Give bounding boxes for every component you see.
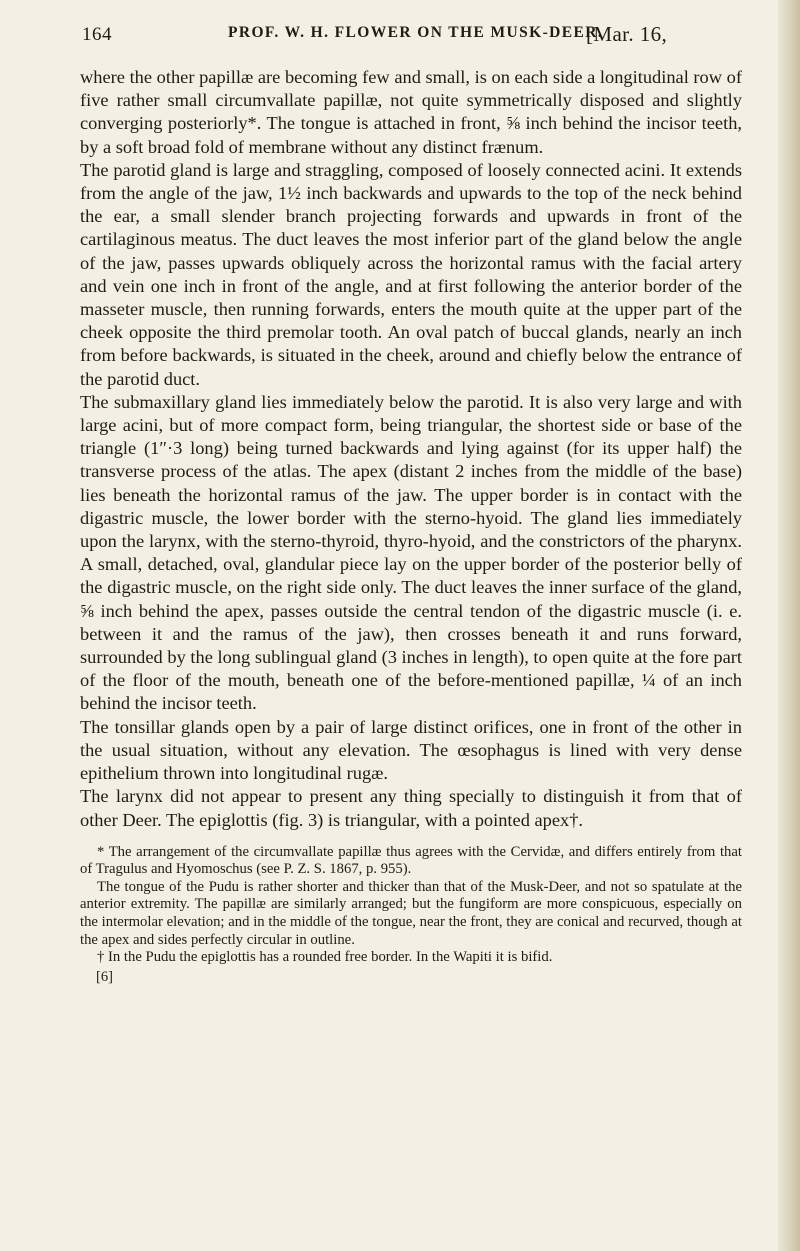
book-page: [80, 0, 742, 986]
running-title: PROF. W. H. FLOWER ON THE MUSK-DEER.: [228, 24, 604, 41]
paragraph-submaxillary: The submaxillary gland lies immediately below the parotid. It is also very large and with large acini, but of more compact form, being triangular, the shortest side or base of the triangle (1″·3 long) being turned backwards and lying against (for its upper half) the transverse process of the atlas. The apex (distant 2 inches from the middle of the base) lies beneath the horizontal ramus of the jaw. The upper border is in contact with the digastric muscle, the lower border with the sterno-hyoid. The gland lies immediately upon the larynx, with the sterno-thyroid, thyro-hyoid, and the constrictors of the pharynx. A small, detached, oval, glandular piece lay on the upper border of the posterior belly of the digastric muscle, on the right side only. The duct leaves the inner surface of the gland, ⅝ inch behind the apex, passes outside the central tendon of the digastric muscle (i. e. between it and the ramus of the jaw), then crosses beneath it and runs forward, surrounded by the long sublingual gland (3 inches in length), to open quite at the fore part of the floor of the mouth, beneath one of the before-mentioned papillæ, ¼ of an inch behind the incisor teeth.: [80, 391, 742, 714]
paragraph-tongue: where the other papillæ are becoming few and small, is on each side a longitudinal row of five rather small circumvallate papillæ, not quite symmetrically disposed and slightly converging posteriorly*. The tongue is attached in front, ⅝ inch behind the incisor teeth, by a soft broad fold of membrane without any distinct frænum.: [80, 67, 742, 157]
page-number: 164: [82, 24, 112, 45]
paragraph-tonsillar: The tonsillar glands open by a pair of large distinct orifices, one in front of the other in the usual situation, without any elevation. The œsophagus is lined with very dense epithelium thrown into longitudinal rugæ.: [80, 716, 742, 784]
signature-mark: [6]: [96, 968, 113, 985]
page-edge-shadow: [778, 0, 800, 1251]
footnote-epiglottis: † In the Pudu the epiglottis has a rounded free border. In the Wapiti it is bifid.: [97, 949, 553, 966]
main-text: [80, 66, 742, 832]
footnote-pudu-tongue: The tongue of the Pudu is rather shorter and thicker than that of the Musk-Deer, and not so spatulate at the anterior extremity. The papillæ are similarly arranged; but the fungiform are more conspicuous, especially on the intermolar elevation; and in the middle of the tongue, near the front, they are conical and recurved, though at the apex and sides perfectly circular in outline.: [80, 878, 742, 948]
paragraph-larynx: The larynx did not appear to present any thing specially to distinguish it from that of other Deer. The epiglottis (fig. 3) is triangular, with a pointed apex†.: [80, 786, 742, 830]
paragraph-parotid: The parotid gland is large and straggling, composed of loosely connected acini. It extends from the angle of the jaw, 1½ inch backwards and upwards to the top of the neck behind the ear, a small slender branch projecting forwards and upwards in front of the cartilaginous meatus. The duct leaves the most inferior part of the gland below the angle of the jaw, passes upwards obliquely across the horizontal ramus with the facial artery and vein one inch in front of the angle, and at first following the anterior border of the masseter muscle, then running forwards, enters the mouth quite at the upper part of the cheek opposite the third premolar tooth. An oval patch of buccal glands, nearly an inch from before backwards, is situated in the cheek, around and chiefly below the entrance of the parotid duct.: [80, 159, 742, 389]
running-header: [80, 0, 742, 66]
footnotes: [80, 844, 742, 967]
footnote-papillae: * The arrangement of the circumvallate papillæ thus agrees with the Cervidæ, and differs entirely from that of Tragulus and Hyomoschus (see P. Z. S. 1867, p. 955).: [80, 843, 742, 878]
header-date: [Mar. 16,: [586, 22, 668, 46]
